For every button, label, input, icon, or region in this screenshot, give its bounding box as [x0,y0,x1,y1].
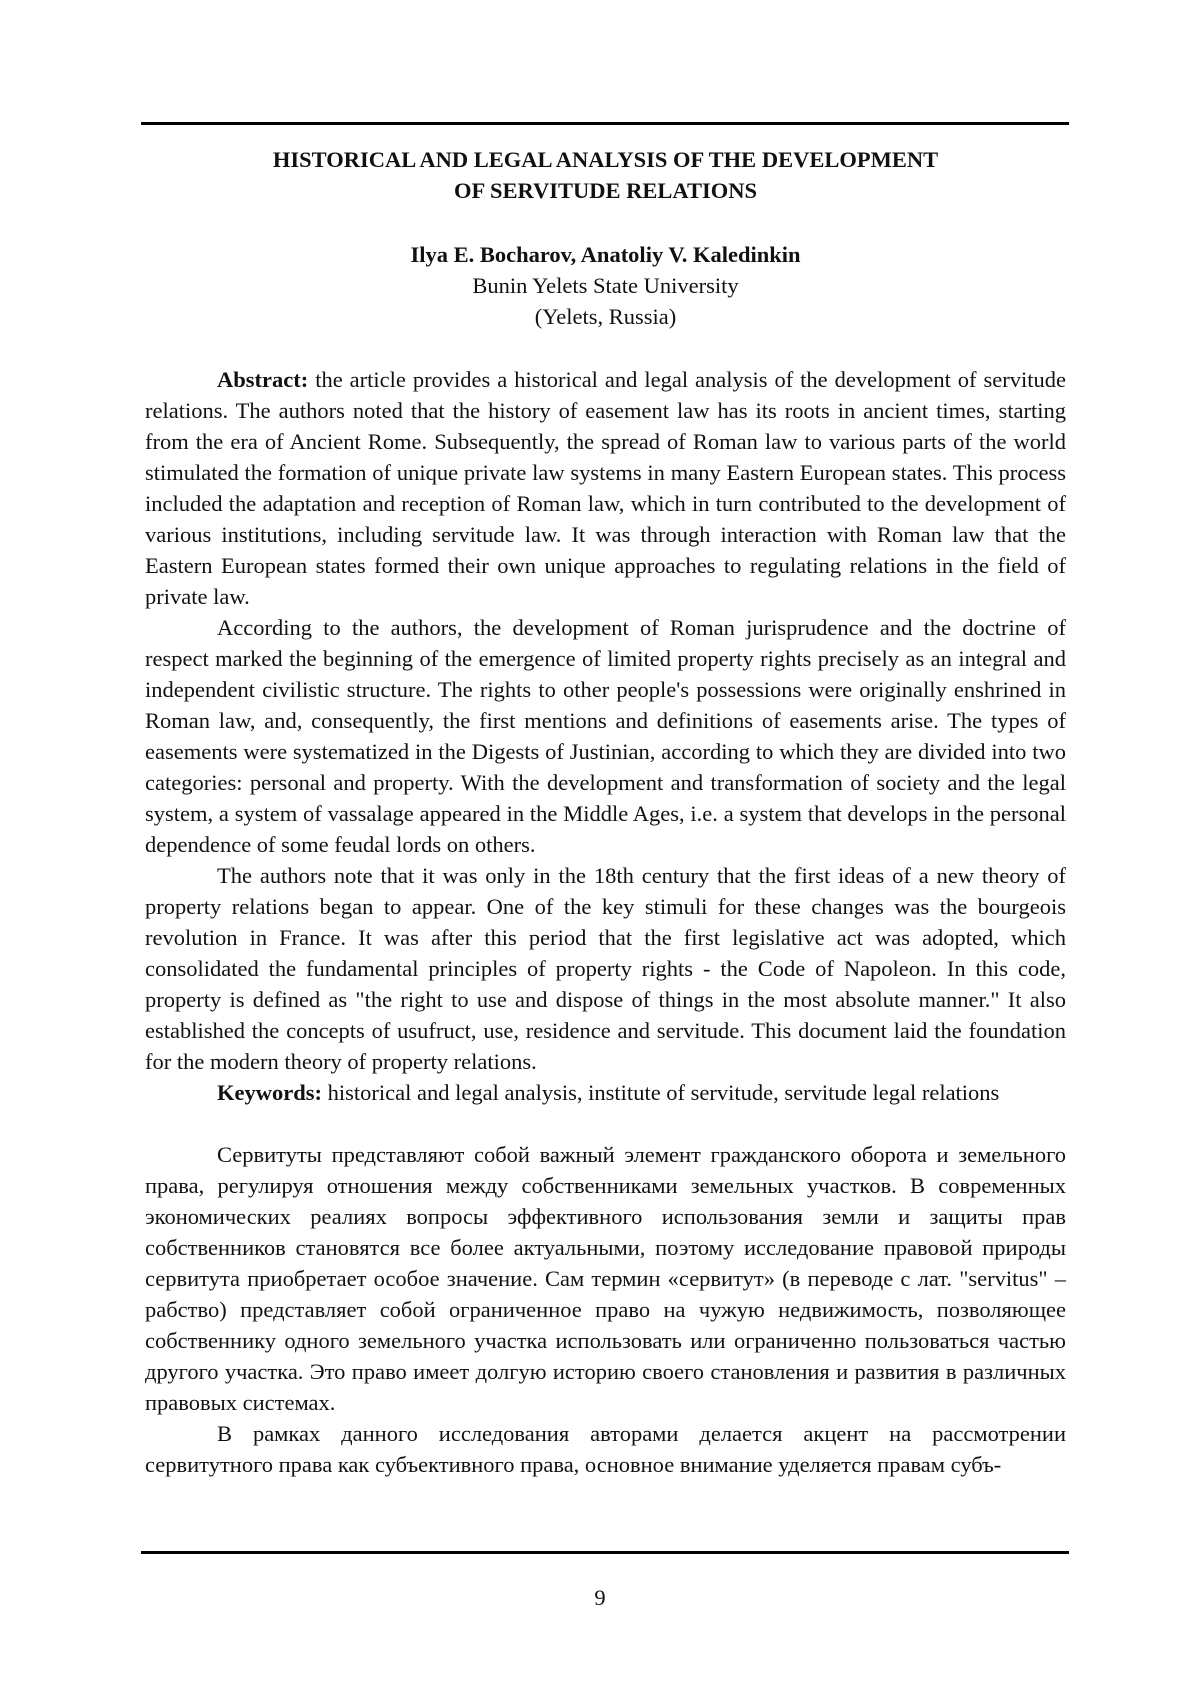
title-line-2: OF SERVITUDE RELATIONS [453,178,758,203]
body-section [145,1139,1066,1480]
keywords-text: historical and legal analysis, institute of servitude, servitude legal relations [322,1080,1000,1105]
body-paragraph-1: Сервитуты представляют собой важный элемент гражданского оборота и земельного права, регулируя отношения между собственниками земельных участков. В современных экономических реалиях вопросы эффективного использования земли и защиты прав собственников становятся все более актуальными, поэтому исследование правовой природы сервитута приобретает особое значение. Сам термин «сервитут» (в переводе с лат. "servitus" – рабство) представляет собой ограниченное право на чужую недвижимость, позволяющее собственнику одного земельного участка использовать или ограниченно пользоваться частью другого участка. Это право имеет долгую историю своего становления и развития в различных правовых системах. [145,1142,1066,1415]
abstract-paragraph-2: According to the authors, the development of Roman jurisprudence and the doctrine of respect marked the beginning of the emergence of limited property rights precisely as an integral and independent civilistic structure. The rights to other people's possessions were originally enshrined in Roman law, and, consequently, the first mentions and definitions of easements arise. The types of easements were systematized in the Digests of Justinian, according to which they are divided into two categories: personal and property. With the development and transformation of society and the legal system, a system of vassalage appeared in the Middle Ages, i.e. a system that develops in the personal dependence of some feudal lords on others. [145,615,1066,857]
page-number: 9 [594,1585,606,1610]
body-paragraph-2: В рамках данного исследования авторами делается акцент на рассмотрении сервитутного права как субъективного права, основное внимание уделяется правам субъ- [145,1421,1066,1477]
keywords-label: Keywords: [217,1080,322,1105]
header-rule [141,122,1069,125]
authors: Ilya E. Bocharov, Anatoliy V. Kaledinkin [410,242,801,267]
page-content [145,140,1066,1480]
affiliation: Bunin Yelets State University [472,273,739,298]
abstract-paragraph-3: The authors note that it was only in the 18th century that the first ideas of a new theory of property relations began to appear. One of the key stimuli for these changes was the bourgeois revolution in France. It was after this period that the first legislative act was adopted, which consolidated the fundamental principles of property rights - the Code of Napoleon. In this code, property is defined as "the right to use and dispose of things in the most absolute manner." It also established the concepts of usufruct, use, residence and servitude. This document laid the foundation for the modern theory of property relations. [145,863,1066,1074]
keywords-paragraph [145,1077,1066,1108]
article-title [145,144,1066,206]
abstract-paragraph-1 [145,364,1066,612]
title-line-1: HISTORICAL AND LEGAL ANALYSIS OF THE DEVELOPMENT [272,147,939,172]
abstract-label: Abstract: [217,367,309,392]
abstract-text-1: the article provides a historical and legal analysis of the development of servitude relations. The authors noted that the history of easement law has its roots in ancient times, starting from the era of Ancient Rome. Subsequently, the spread of Roman law to various parts of the world stimulated the formation of unique private law systems in many Eastern European states. This process included the adaptation and reception of Roman law, which in turn contributed to the development of various institutions, including servitude law. It was through interaction with Roman law that the Eastern European states formed their own unique approaches to regulating relations in the field of private law. [145,367,1066,609]
abstract-section [145,364,1066,1108]
footer-rule [141,1551,1069,1554]
location: (Yelets, Russia) [534,304,677,329]
